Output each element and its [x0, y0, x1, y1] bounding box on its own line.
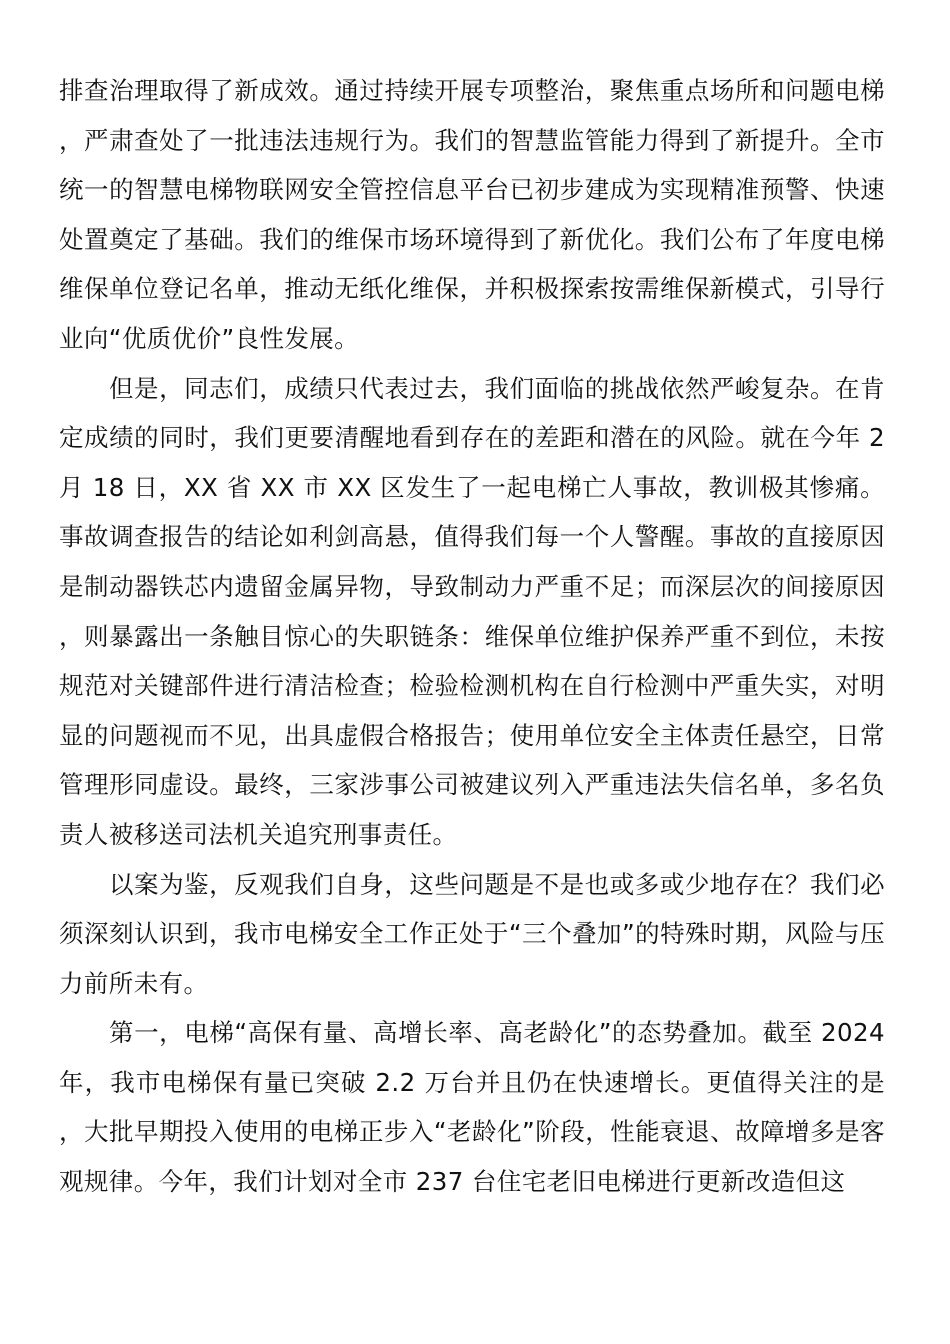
- paragraph-challenges: 但是，同志们，成绩只代表过去，我们面临的挑战依然严峻复杂。在肯定成绩的同时，我们更要清醒地看到存在的差距和潜在的风险。就在今年 2 月 18 日，XX 省 XX 市 XX 区发生了一起电梯亡人事故，教训极其惨痛。事故调查报告的结论如利剑高悬，值得我们每一个人警醒。事故的直接原因是制动器铁芯内遗留金属异物，导致制动力严重不足；而深层次的间接原因，则暴露出一条触目惊心的失职链条：维保单位维护保养严重不到位，未按规范对关键部件进行清洁检查；检验检测机构在自行检测中严重失实，对明显的问题视而不见，出具虚假合格报告；使用单位安全主体责任悬空，日常管理形同虚设。最终，三家涉事公司被建议列入严重违法失信名单，多名负责人被移送司法机关追究刑事责任。: [59, 373, 885, 849]
- document-page: [59, 66, 885, 1207]
- paragraph-lessons: 以案为鉴，反观我们自身，这些问题是不是也或多或少地存在？我们必须深刻认识到，我市电梯安全工作正处于“三个叠加”的特殊时期，风险与压力前所未有。: [59, 869, 885, 998]
- paragraph-achievements: 排查治理取得了新成效。通过持续开展专项整治，聚焦重点场所和问题电梯，严肃查处了一批违法违规行为。我们的智慧监管能力得到了新提升。全市统一的智慧电梯物联网安全管控信息平台已初步建成为实现精准预警、快速处置奠定了基础。我们的维保市场环境得到了新优化。我们公布了年度电梯维保单位登记名单，推动无纸化维保，并积极探索按需维保新模式，引导行业向“优质优价”良性发展。: [59, 76, 885, 353]
- paragraph-first-point: 第一，电梯“高保有量、高增长率、高老龄化”的态势叠加。截至 2024 年，我市电梯保有量已突破 2.2 万台并且仍在快速增长。更值得关注的是，大批早期投入使用的电梯正步入“老龄化”阶段，性能衰退、故障增多是客观规律。今年，我们计划对全市 237 台住宅老旧电梯进行更新改造但这: [59, 1018, 885, 1197]
